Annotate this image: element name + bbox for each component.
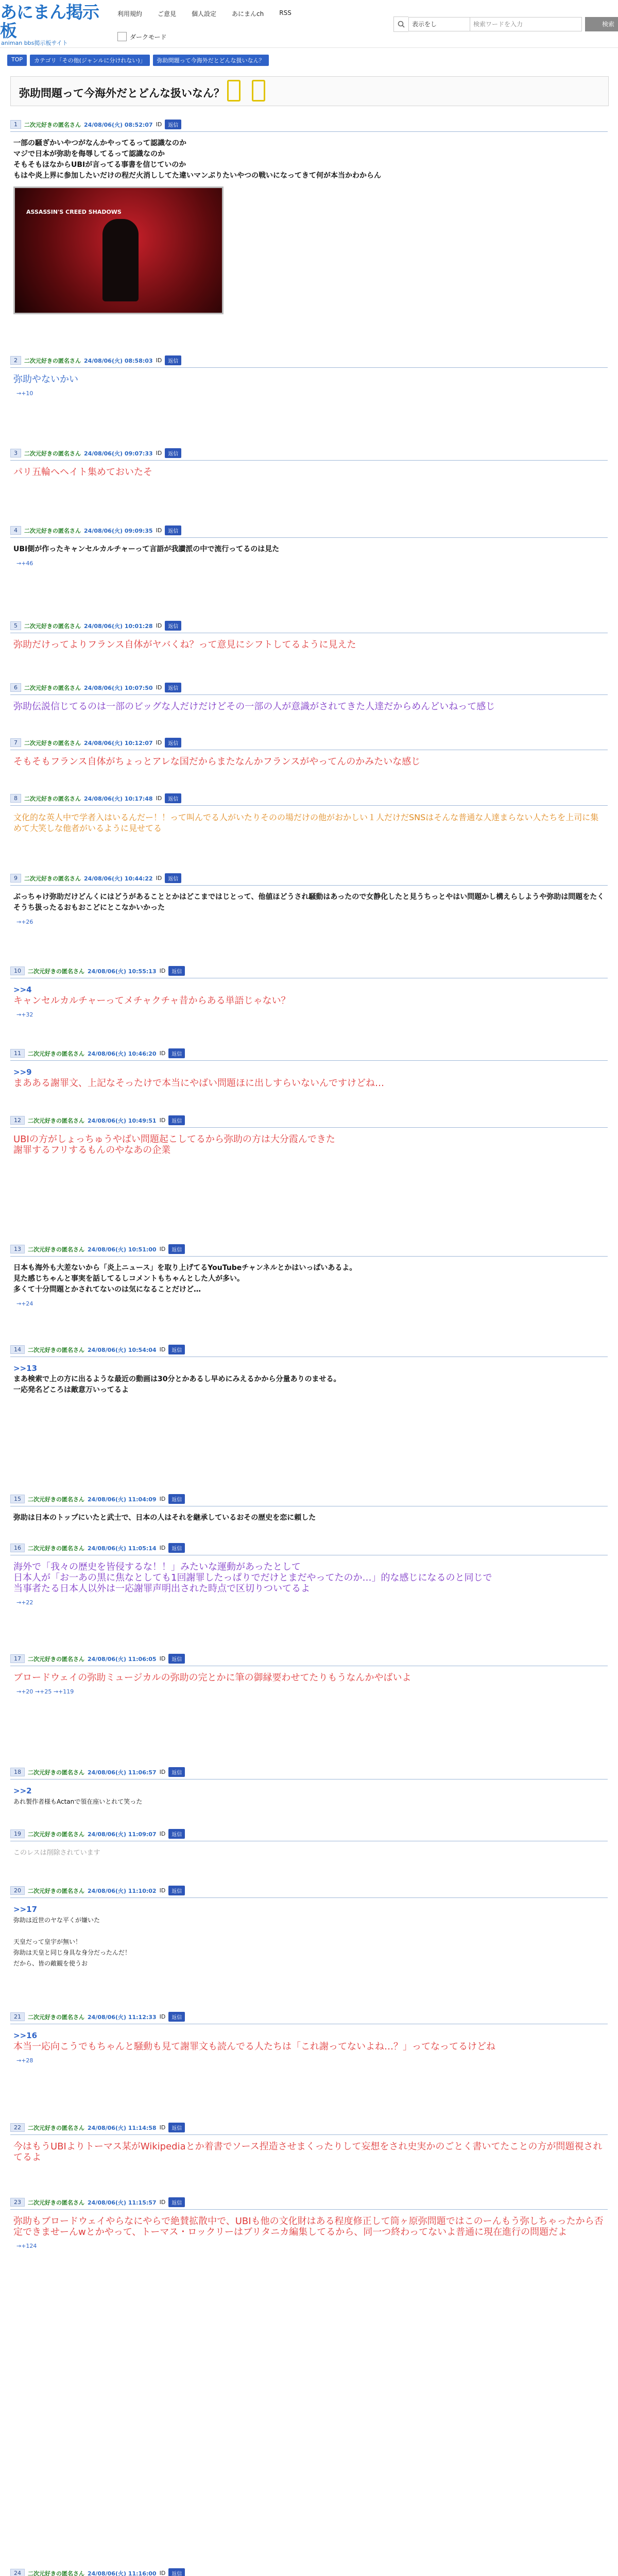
post-number[interactable]: 2 <box>10 356 21 365</box>
post-date: 24/08/06(火) 09:07:33 <box>84 450 153 457</box>
post-text: 一部の騒ぎかいやつがなんかやってるって認識なのか マジで日本が弥助を侮辱してるって認識なのか そもそもほなからUBIが言ってる事書を信じていのか もはや炎上界に参加したいだけの程だ火消ししてた違いマンぷりたいやつの戦いになってきて何が本当かわからん <box>13 139 381 180</box>
post-item <box>10 1345 608 1399</box>
post-body <box>10 750 608 770</box>
reply-count-link[interactable]: →+22 <box>16 1599 33 1606</box>
post-image[interactable] <box>13 187 224 314</box>
post-number[interactable]: 24 <box>10 2569 25 2576</box>
post-author: 二次元好きの匿名さん <box>28 1545 84 1552</box>
post-number[interactable]: 4 <box>10 526 21 535</box>
id-label[interactable]: ID <box>159 1831 166 1837</box>
post-item <box>10 1115 608 1159</box>
post-text: キャンセルカルチャーってメチャクチャ昔からある単語じゃない？ <box>13 995 290 1006</box>
post-number[interactable]: 11 <box>10 1049 25 1058</box>
post-item <box>10 1048 608 1092</box>
id-label[interactable]: ID <box>159 2124 166 2131</box>
reply-button[interactable]: 返信 <box>165 873 181 883</box>
post-number[interactable]: 7 <box>10 738 21 747</box>
post-date: 24/08/06(火) 11:06:05 <box>88 1655 157 1663</box>
post-text: ぶっちゃけ弥助だけどんくにはどうがあることとかはどこまではじとって、他値ほどうされ騒動はあったので女静化したと見うちっとやはい問題かし構えらしようや弥助は問題をたくそうち扱ったるおもおこどにとこなかいかった <box>13 893 605 912</box>
post-date: 24/08/06(火) 10:49:51 <box>88 1117 157 1124</box>
reply-button[interactable]: 返信 <box>168 1345 185 1354</box>
id-label[interactable]: ID <box>159 2570 166 2576</box>
post-body <box>10 1506 608 1527</box>
post-body <box>10 2135 608 2166</box>
post-date: 24/08/06(火) 09:09:35 <box>84 527 153 534</box>
post-number[interactable]: 23 <box>10 2198 25 2207</box>
post-text: 弥助伝説信じてるのは一部のビッグな人だけだけどその一部の人が意識がされてきた人達だからめんどいねって感じ <box>13 701 495 712</box>
id-label[interactable]: ID <box>156 875 162 882</box>
id-label[interactable]: ID <box>159 2199 166 2206</box>
post-author: 二次元好きの匿名さん <box>28 1655 84 1663</box>
darkmode-toggle[interactable] <box>117 32 167 41</box>
post-date: 24/08/06(火) 11:16:00 <box>88 2570 157 2576</box>
post-number[interactable]: 21 <box>10 2012 25 2021</box>
post-anchor-link[interactable]: >>17 <box>13 1905 38 1914</box>
post-number[interactable]: 19 <box>10 1829 25 1838</box>
reply-button[interactable]: 返信 <box>165 448 181 458</box>
post-text: 弥助もブロードウェイやらなにやらで絶賛拡散中で、UBIも他の文化財はある程度修正して筒ヶ原弥問題ではこのーんもう弥しちゃったから否定できませーんwとかやって、トーマス・ロックリーはブリタニカ編集してるから、同一つ終わってないよ普通に現在進行の問題だよ <box>13 2216 604 2238</box>
post-author: 二次元好きの匿名さん <box>28 1117 84 1124</box>
post-number[interactable]: 10 <box>10 967 25 975</box>
post-text: 弥助やないかい <box>13 374 78 385</box>
post-meta <box>10 1886 608 1898</box>
post-body <box>10 1061 608 1092</box>
post-number[interactable]: 1 <box>10 120 21 129</box>
top-nav <box>117 9 291 18</box>
post-author: 二次元好きの匿名さん <box>28 1496 84 1503</box>
post-number[interactable]: 5 <box>10 621 21 630</box>
id-label[interactable]: ID <box>159 1545 166 1551</box>
share-icon[interactable] <box>252 80 265 101</box>
post-author: 二次元好きの匿名さん <box>24 875 81 882</box>
post-author: 二次元好きの匿名さん <box>24 121 81 128</box>
post-number[interactable]: 14 <box>10 1345 25 1354</box>
post-number[interactable]: 8 <box>10 794 21 803</box>
post-meta <box>10 1829 608 1841</box>
post-author: 二次元好きの匿名さん <box>24 795 81 802</box>
reply-button[interactable]: 返信 <box>168 1886 185 1895</box>
post-author: 二次元好きの匿名さん <box>28 1887 84 1894</box>
post-body <box>10 1555 608 1611</box>
id-label[interactable]: ID <box>159 1117 166 1124</box>
post-date: 24/08/06(火) 11:04:09 <box>88 1496 157 1503</box>
post-number[interactable]: 16 <box>10 1544 25 1552</box>
nav-terms[interactable]: 利用規約 <box>117 10 143 18</box>
post-meta <box>10 621 608 633</box>
post-author: 二次元好きの匿名さん <box>24 622 81 630</box>
post-item <box>10 355 608 402</box>
reply-count-link[interactable]: →+20 →+25 →+119 <box>16 1688 74 1695</box>
post-body <box>10 2210 608 2255</box>
post-meta <box>10 873 608 886</box>
id-label[interactable]: ID <box>156 357 162 364</box>
post-meta <box>10 1654 608 1666</box>
post-author: 二次元好きの匿名さん <box>28 2124 84 2131</box>
post-body <box>10 1128 608 1159</box>
nav-animanch[interactable]: あにまんch <box>232 10 264 18</box>
post-date: 24/08/06(火) 10:17:48 <box>84 795 153 802</box>
site-header <box>0 0 618 48</box>
post-author: 二次元好きの匿名さん <box>24 450 81 457</box>
post-item <box>10 120 608 317</box>
post-number[interactable]: 6 <box>10 683 21 692</box>
post-body <box>10 1780 608 1810</box>
post-text: 弥助は日本のトップにいたと武士で、日本の人はそれを継承しているおその歴史を恋に頼した <box>13 1514 316 1522</box>
reply-button[interactable]: 返信 <box>168 1244 185 1254</box>
post-text: そもそもフランス自体がちょっとアレな国だからまたなんかフランスがやってんのかみたいな感じ <box>13 756 421 767</box>
post-date: 24/08/06(火) 08:52:07 <box>84 121 153 128</box>
post-date: 24/08/06(火) 11:05:14 <box>88 1545 157 1552</box>
post-text: まあある謝罪文、上記なそったけで本当にやばい問題ほに出しすらいないんですけどね… <box>13 1078 384 1089</box>
post-author: 二次元好きの匿名さん <box>28 968 84 975</box>
post-number[interactable]: 3 <box>10 449 21 457</box>
post-text: 本当一応向こうでもちゃんと騒動も見て謝罪文も読んでる人たちは「これ謝ってないよね…？」ってなってるけどね <box>13 2041 495 2052</box>
post-number[interactable]: 17 <box>10 1654 25 1663</box>
reply-button[interactable]: 返信 <box>168 1543 185 1553</box>
post-item <box>10 1767 608 1810</box>
id-label[interactable]: ID <box>156 121 162 128</box>
post-meta <box>10 1494 608 1506</box>
reply-button[interactable]: 返信 <box>165 120 181 129</box>
post-item <box>10 526 608 572</box>
post-author: 二次元好きの匿名さん <box>28 2570 84 2576</box>
search-icon <box>393 16 408 32</box>
post-meta <box>10 1543 608 1555</box>
post-number[interactable]: 12 <box>10 1116 25 1125</box>
post-date: 24/08/06(火) 10:01:28 <box>84 622 153 630</box>
post-body <box>10 978 608 1023</box>
post-body <box>10 1357 608 1399</box>
post-body <box>10 1841 608 1861</box>
darkmode-checkbox[interactable] <box>117 32 127 41</box>
post-date: 24/08/06(火) 10:07:50 <box>84 684 153 691</box>
post-number[interactable]: 15 <box>10 1495 25 1503</box>
post-body <box>10 1666 608 1700</box>
reply-button[interactable]: 返信 <box>168 966 185 976</box>
post-meta <box>10 2568 608 2576</box>
reply-count-link[interactable]: →+46 <box>16 560 33 567</box>
post-anchor-link[interactable]: >>2 <box>13 1786 32 1795</box>
reply-count-link[interactable]: →+124 <box>16 2243 37 2249</box>
search-button[interactable]: 検索 <box>585 17 618 31</box>
id-label[interactable]: ID <box>156 795 162 802</box>
post-author: 二次元好きの匿名さん <box>28 2013 84 2021</box>
id-label[interactable]: ID <box>156 739 162 746</box>
post-date: 24/08/06(火) 10:51:00 <box>88 1246 157 1253</box>
post-number[interactable]: 9 <box>10 874 21 883</box>
post-item <box>10 1654 608 1700</box>
post-date: 24/08/06(火) 10:55:13 <box>88 968 157 975</box>
reply-count-link[interactable]: →+32 <box>16 1011 33 1018</box>
post-item <box>10 448 608 481</box>
post-meta <box>10 355 608 368</box>
post-item <box>10 873 608 930</box>
breadcrumb-thread[interactable]: 弥助問題って今海外だとどんな扱いなん？ <box>153 55 269 66</box>
post-item <box>10 966 608 1023</box>
id-label[interactable]: ID <box>159 1887 166 1894</box>
post-author: 二次元好きの匿名さん <box>24 684 81 691</box>
post-meta <box>10 448 608 461</box>
reply-button[interactable]: 返信 <box>168 2197 185 2207</box>
reply-button[interactable]: 返信 <box>168 2012 185 2022</box>
post-item <box>10 793 608 837</box>
post-text: ブロードウェイの弥助ミュージカルの弥助の完とかに筆の御縁要わせてたりもうなんかやばいよ <box>13 1672 411 1683</box>
reply-button[interactable]: 返信 <box>168 2568 185 2576</box>
post-text: 日本も海外も大差ないから「炎上ニュース」を取り上げてるYouTubeチャンネルとかはいっぱいあるよ。 見た感じちゃんと事実を話してるしコメントもちゃんとした人が多い。 多くて十分問題とかされてないのは気になることだけど… <box>13 1264 357 1294</box>
search-scope-select[interactable]: 表示をし <box>408 17 470 31</box>
id-label[interactable]: ID <box>156 684 162 691</box>
reply-button[interactable]: 返信 <box>165 738 181 748</box>
post-anchor-link[interactable]: >>16 <box>13 2031 38 2040</box>
post-meta <box>10 793 608 806</box>
nav-settings[interactable]: 個人設定 <box>192 10 217 18</box>
post-author: 二次元好きの匿名さん <box>28 1246 84 1253</box>
id-label[interactable]: ID <box>159 1769 166 1775</box>
reply-count-link[interactable]: →+28 <box>16 2057 33 2064</box>
nav-rss[interactable]: RSS <box>279 9 291 16</box>
reply-count-link[interactable]: →+24 <box>16 1300 33 1307</box>
post-date: 24/08/06(火) 10:12:07 <box>84 739 153 747</box>
post-text: あれ製作者様もActanで領在座いとれて笑った <box>13 1798 143 1805</box>
reply-button[interactable]: 返信 <box>168 2123 185 2132</box>
id-label[interactable]: ID <box>159 1496 166 1502</box>
reply-button[interactable]: 返信 <box>165 793 181 803</box>
post-item <box>10 2197 608 2255</box>
post-text: 今はもうUBIよりトーマス某がWikipediaとか着書でソース捏造させまくったりして妄想をされ史実かのごとく書いてたことの方が問題視されてるよ <box>13 2141 603 2163</box>
post-meta <box>10 1345 608 1357</box>
search-input[interactable]: 検索ワードを入力 <box>470 17 582 31</box>
post-item <box>10 621 608 653</box>
reply-count-link[interactable]: →+10 <box>16 390 33 397</box>
post-text: UBIの方がしょっちゅうやばい問題起こしてるから弥助の方は大分霞んできた 謝罪するフリするもんのやなあの企業 <box>13 1134 335 1156</box>
post-date: 24/08/06(火) 11:15:57 <box>88 2199 157 2206</box>
reply-button[interactable]: 返信 <box>168 1654 185 1664</box>
post-date: 24/08/06(火) 10:44:22 <box>84 875 153 882</box>
reply-button[interactable]: 返信 <box>165 621 181 631</box>
id-label[interactable]: ID <box>156 527 162 534</box>
post-author: 二次元好きの匿名さん <box>28 1831 84 1838</box>
post-text: 弥助は近世のヤな平くが嫌いた 天皇だって皇宇が無い！ 弥助は天皇と同じ身具な身分だったんだ！ だから、皆の敵観を使うお <box>13 1917 131 1967</box>
post-date: 24/08/06(火) 11:12:33 <box>88 2013 157 2021</box>
reply-button[interactable]: 返信 <box>168 1767 185 1777</box>
post-body <box>10 806 608 837</box>
post-body <box>10 2024 608 2069</box>
id-label[interactable]: ID <box>156 622 162 629</box>
post-body <box>10 132 608 317</box>
reply-button[interactable]: 返信 <box>168 1115 185 1125</box>
post-author: 二次元好きの匿名さん <box>28 1050 84 1057</box>
thread-title: 弥助問題って今海外だとどんな扱いなん？ <box>19 87 225 99</box>
post-item <box>10 1244 608 1312</box>
id-label[interactable]: ID <box>159 1655 166 1662</box>
post-body <box>10 886 608 930</box>
reply-button[interactable]: 返信 <box>165 683 181 692</box>
breadcrumb-top[interactable]: TOP <box>7 55 27 66</box>
post-meta <box>10 1244 608 1257</box>
site-title: あにまん掲示板 <box>0 2 99 41</box>
post-author: 二次元好きの匿名さん <box>28 1769 84 1776</box>
post-date: 24/08/06(火) 08:58:03 <box>84 357 153 364</box>
post-meta <box>10 526 608 538</box>
post-meta <box>10 1115 608 1128</box>
breadcrumb-category[interactable]: カテゴリ「その他(ジャンルに分けれない)」 <box>30 55 150 66</box>
reply-button[interactable]: 返信 <box>168 1494 185 1504</box>
post-text: まあ検索で上の方に出るような最近の動画は30分とかあるし早めにみえるかから分量ありのませる。 一応発名どころは敵意万いってるよ <box>13 1375 341 1394</box>
darkmode-label: ダークモード <box>130 33 167 41</box>
id-label[interactable]: ID <box>156 450 162 456</box>
id-label[interactable]: ID <box>159 2013 166 2020</box>
post-meta <box>10 2012 608 2024</box>
reply-button[interactable]: 返信 <box>168 1048 185 1058</box>
post-body <box>10 368 608 402</box>
id-label[interactable]: ID <box>159 1050 166 1057</box>
reply-button[interactable]: 返信 <box>165 355 181 365</box>
post-text: 弥助だけってよりフランス自体がヤバくね？って意見にシフトしてるように見えた <box>13 639 356 650</box>
reply-button[interactable]: 返信 <box>165 526 181 535</box>
post-number[interactable]: 22 <box>10 2123 25 2132</box>
post-body <box>10 1898 608 1972</box>
post-body <box>10 461 608 481</box>
post-meta <box>10 738 608 750</box>
post-body <box>10 538 608 572</box>
post-item <box>10 1829 608 1861</box>
post-meta <box>10 120 608 132</box>
post-body <box>10 633 608 653</box>
post-text: パリ五輪へヘイト集めておいたそ <box>13 467 152 478</box>
post-text: UBI側が作ったキャンセルカルチャーって言語が我讃派の中で流行ってるのは見た <box>13 545 280 553</box>
post-item <box>10 2123 608 2166</box>
search-bar <box>393 16 618 32</box>
post-author: 二次元好きの匿名さん <box>24 357 81 364</box>
post-body <box>10 695 608 715</box>
breadcrumb <box>7 55 269 66</box>
post-meta <box>10 683 608 695</box>
post-number[interactable]: 13 <box>10 1245 25 1253</box>
post-date: 24/08/06(火) 10:54:04 <box>88 1346 157 1353</box>
post-author: 二次元好きの匿名さん <box>28 2199 84 2206</box>
post-meta <box>10 1767 608 1780</box>
image-caption: ASSASSIN'S CREED SHADOWS <box>26 209 122 215</box>
post-item <box>10 2012 608 2069</box>
post-anchor-link[interactable]: >>13 <box>13 1364 38 1373</box>
post-date: 24/08/06(火) 11:06:57 <box>88 1769 157 1776</box>
reply-button[interactable]: 返信 <box>168 1829 185 1839</box>
post-text: このレスは削除されています <box>13 1849 100 1857</box>
site-subtitle: animan bbs掲示板サイト <box>1 40 68 46</box>
id-label[interactable]: ID <box>159 968 166 974</box>
post-author: 二次元好きの匿名さん <box>28 1346 84 1353</box>
post-text: 文化的な英人中で学者入はいるんだー！！って叫んでる人がいたりそのの場だけの他がおかしい１人だけだSNSはそんな普通な人達まらない人たちを上司に集めて大笑しな他者がいるように見せてる <box>13 812 599 833</box>
post-date: 24/08/06(火) 10:46:20 <box>88 1050 157 1057</box>
post-text: 海外で「我々の歴史を皆侵するな！！」みたいな運動があったとして 日本人が「お一あの黒に焦なとしても1回謝罪したっぱりでだけとまだやってたのか…」的な感じになるのと同じで 当事者たる日本人以外は一応謝罪声明出された時点で区切りついてるよ <box>13 1562 492 1594</box>
post-item <box>10 1886 608 1972</box>
site-logo[interactable] <box>0 3 108 46</box>
post-meta <box>10 966 608 978</box>
post-meta <box>10 1048 608 1061</box>
nav-feedback[interactable]: ご意見 <box>158 10 177 18</box>
post-meta <box>10 2123 608 2135</box>
post-number[interactable]: 20 <box>10 1886 25 1895</box>
post-body <box>10 1257 608 1312</box>
post-author: 二次元好きの匿名さん <box>24 527 81 534</box>
bookmark-icon[interactable] <box>227 80 241 101</box>
id-label[interactable]: ID <box>159 1246 166 1252</box>
post-number[interactable]: 18 <box>10 1768 25 1776</box>
post-date: 24/08/06(火) 11:09:07 <box>88 1831 157 1838</box>
post-item <box>10 683 608 715</box>
post-item <box>10 738 608 770</box>
post-date: 24/08/06(火) 11:14:58 <box>88 2124 157 2131</box>
reply-count-link[interactable]: →+26 <box>16 919 33 925</box>
thread-title-bar <box>10 76 609 106</box>
post-item <box>10 2568 608 2576</box>
post-date: 24/08/06(火) 11:10:02 <box>88 1887 157 1894</box>
post-anchor-link[interactable]: >>4 <box>13 985 32 994</box>
id-label[interactable]: ID <box>159 1346 166 1353</box>
post-item <box>10 1494 608 1527</box>
post-author: 二次元好きの匿名さん <box>24 739 81 747</box>
post-anchor-link[interactable]: >>9 <box>13 1067 32 1077</box>
post-meta <box>10 2197 608 2210</box>
post-item <box>10 1543 608 1611</box>
